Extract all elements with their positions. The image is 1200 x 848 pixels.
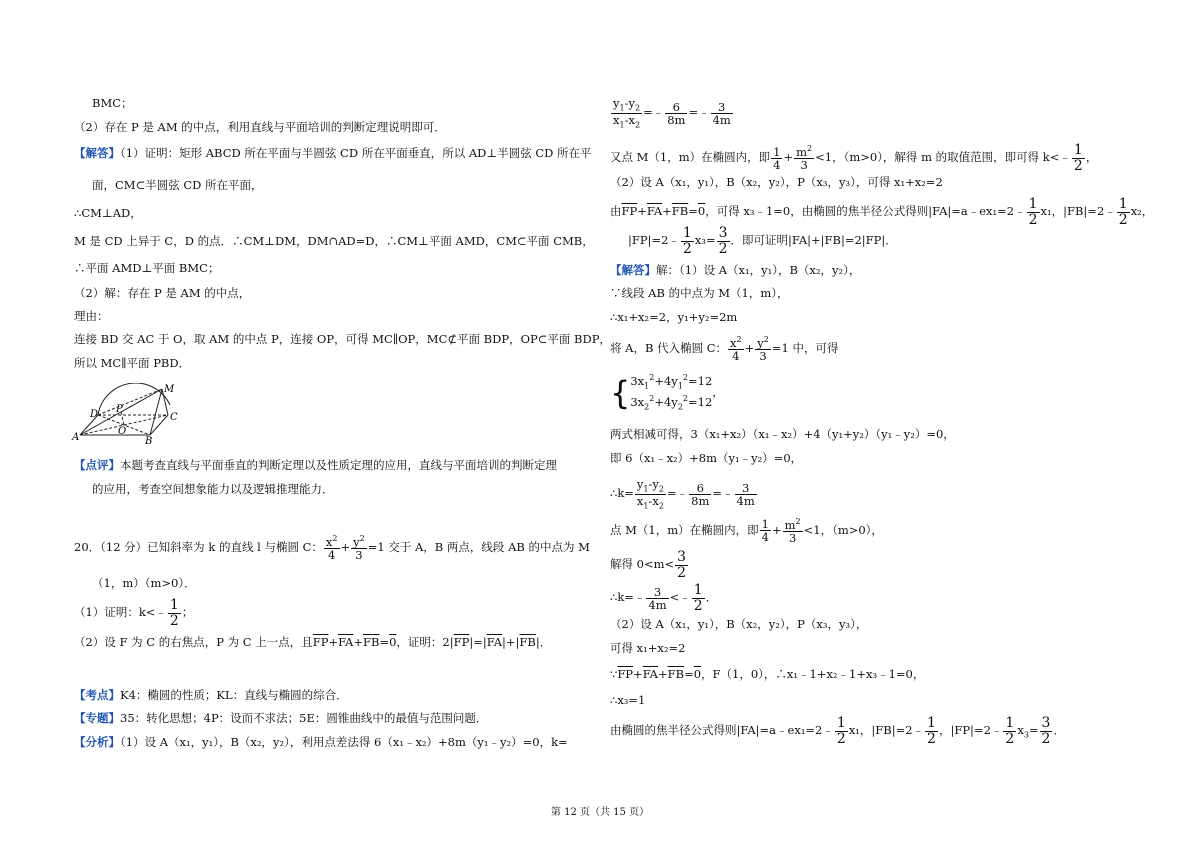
label-answer: 【解答】 (74, 146, 120, 160)
text-line: 【分析】（1）设 A（x₁，y₁），B（x₂，y₂），利用点差法得 6（x₁﹣x₂）+8m（y₁﹣y₂）=0，k= (74, 735, 568, 749)
text-line: 解得 0<m< $\frac{3}{2}$ (610, 549, 687, 581)
text-line: 的应用，考查空间想象能力以及逻辑推理能力． (92, 482, 334, 496)
text-line: ∴CM⊥AD， (74, 206, 142, 220)
label-knowledge: 【考点】 (74, 688, 120, 702)
text-line: ∴x₃=1 (610, 693, 646, 707)
text-line: ∵线段 AB 的中点为 M（1，m）， (610, 286, 789, 300)
text-line: ∴平面 AMD⊥平面 BMC； (74, 261, 220, 275)
label-comment: 【点评】 (74, 458, 120, 472)
label-answer: 【解答】 (610, 263, 656, 277)
text-line: （2）存在 P 是 AM 的中点，利用直线与平面培训的判断定理说明即可． (74, 120, 446, 134)
text-line: 将 A，B 代入椭圆 C： $\frac{x^2}{4}$ + $\frac{y^2}{3}$ =1 中，可得 (610, 335, 839, 363)
text-line: 由$\overline{FP}+\overline{FA}+\overline{FB}=0$，可得 x₃﹣1=0，由椭圆的焦半径公式得则|FA|=a﹣ex₁=2﹣ $\frac{1}{2}$ x₁，|FB|=2﹣ $\frac{1}{2}$ x₂， (610, 196, 1154, 228)
text-line: ∴x₁+x₂=2，y₁+y₂=2m (610, 310, 738, 324)
fraction: $\frac{y^2}{3}$ (353, 534, 365, 562)
label-O: O (118, 426, 127, 437)
text-line: 又点 M（1，m）在椭圆内，即 $\frac{1}{4}$ + $\frac{m^2}{3}$ <1，（m>0），解得 m 的取值范围，即可得 k<﹣ $\frac{1}{2}$ ， (610, 142, 1098, 174)
text-line: 【考点】K4：椭圆的性质；KL：直线与椭圆的综合． (74, 688, 348, 702)
label-C: C (170, 412, 178, 423)
text-line: （1）证明：k<﹣ $\frac{1}{2}$ ； (74, 597, 194, 629)
text-line: M 是 CD 上异于 C，D 的点．∴CM⊥DM，DM∩AD=D，∴CM⊥平面 AMD，CM⊂平面 CMB， (74, 234, 594, 248)
page-footer: 第 12 页（共 15 页） (550, 807, 650, 818)
text-line: 【解答】解：（1）设 A（x₁，y₁），B（x₂，y₂）， (610, 263, 861, 277)
text-line: ∴k=﹣ $\frac{3}{4m}$ <﹣ $\frac{1}{2}$ ． (610, 582, 718, 614)
geometry-figure (70, 383, 185, 449)
label-B: B (145, 436, 153, 445)
label-D: D (90, 409, 99, 420)
label-A: A (72, 432, 80, 443)
label-topic: 【专题】 (74, 711, 120, 725)
text-line: （2）解：存在 P 是 AM 的中点， (74, 286, 251, 300)
text-line: 连接 BD 交 AC 于 O，取 AM 的中点 P，连接 OP，可得 MC∥OP，MC⊄平面 BDP，OP⊂平面 BDP， (74, 332, 611, 346)
text-line: （2）设 A（x₁，y₁），B（x₂，y₂），P（x₃，y₃），可得 x₁+x₂=2 (610, 175, 943, 189)
text-line: （1，m）（m>0）． (92, 576, 196, 590)
text-line: BMC； (92, 96, 133, 110)
text-line: 面，CM⊂半圆弦 CD 所在平面， (92, 178, 263, 192)
fraction: $\frac{x^2}{4}$ (325, 534, 338, 562)
formula-line: $\frac{y_1-y_2}{x_1-x_2}$ =﹣ $\frac{6}{8m}$ =﹣ $\frac{3}{4m}$ (613, 96, 731, 129)
text-line: 两式相减可得，3（x₁+x₂）（x₁﹣x₂）+4（y₁+y₂）（y₁﹣y₂）=0， (610, 427, 955, 441)
text-line: （2）设 A（x₁，y₁），B（x₂，y₂），P（x₃，y₃）， (610, 617, 868, 631)
text-line: |FP|=2﹣ $\frac{1}{2}$ x₃= $\frac{3}{2}$ ．即可证明|FA|+|FB|=2|FP|． (628, 225, 897, 257)
text-line: 可得 x₁+x₂=2 (610, 641, 686, 655)
text-line: 点 M（1，m）在椭圆内，即 $\frac{1}{4}$ + $\frac{m^2}{3}$ <1，（m>0）， (610, 517, 883, 545)
text-line: 【点评】本题考查直线与平面垂直的判断定理以及性质定理的应用，直线与平面培训的判断定理 (74, 458, 557, 472)
text-line: （2）设 F 为 C 的右焦点，P 为 C 上一点，且$\overline{FP}+\overline{FA}+\overline{FB}=0$，证明：$2|\overline{FP}|=|\overline{FA}|+|\overline{FB}|$． (74, 635, 552, 649)
text-line: 【专题】35：转化思想；4P：设而不求法；5E：圆锥曲线中的最值与范围问题． (74, 711, 488, 725)
text-line: 即 6（x₁﹣x₂）+8m（y₁﹣y₂）=0， (610, 451, 803, 465)
equation-system: { $3x_1^2+4y_1^2=12$ $3x_2^2+4y_2^2=12$ ， (610, 373, 724, 413)
text-line: 【解答】（1）证明：矩形 ABCD 所在平面与半圆弦 CD 所在平面垂直，所以 AD⊥半圆弦 CD 所在平 (74, 146, 592, 160)
text-line: 理由： (74, 309, 109, 323)
text-line: 由椭圆的焦半径公式得则|FA|=a﹣ex₁=2﹣ $\frac{1}{2}$ x₁，|FB|=2﹣ $\frac{1}{2}$ ，|FP|=2﹣ $\frac{1}{2}$ $x_3=$ $\frac{3}{2}$ ． (610, 715, 1065, 747)
question-20: 20．（12 分）已知斜率为 k 的直线 l 与椭圆 C： $\frac{x^2}{4}$ + $\frac{y^2}{3}$ =1 交于 A，B 两点，线段 AB 的中点为 M (74, 534, 590, 562)
fraction: $\frac{1}{2}$ (169, 597, 179, 629)
label-P: P (116, 404, 123, 415)
geometry-diagram (70, 383, 185, 445)
label-M: M (164, 384, 175, 395)
formula-line: ∴k= $\frac{y_1-y_2}{x_1-x_2}$ =﹣ $\frac{6}{8m}$ =﹣ $\frac{3}{4m}$ (610, 477, 755, 510)
label-analysis: 【分析】 (74, 735, 120, 749)
text-line: $\because\overline{FP}+\overline{FA}+\overline{FB}=0$，F（1，0），∴x₁﹣1+x₂﹣1+x₃﹣1=0， (610, 667, 925, 681)
text-line: 所以 MC∥平面 PBD． (74, 356, 191, 370)
